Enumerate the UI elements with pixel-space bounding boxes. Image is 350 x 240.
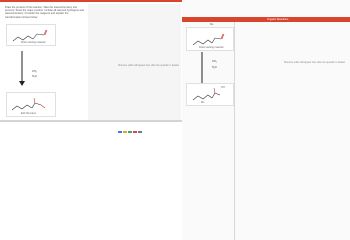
right-product-label: Me — [201, 101, 205, 104]
product-label: Edit Structure — [21, 112, 37, 115]
question-text: Draw the product of the reaction. Take the stereochemistry into account. Show the major product. Include all relevant hydrogens and stereochemistry. Consider the reagents and explain the transformation shown below. — [5, 6, 84, 19]
taskbar — [0, 120, 182, 122]
taskbar-icon[interactable] — [133, 131, 137, 133]
reagent-2: H₂O — [32, 75, 37, 78]
answer-placeholder: Structure editor will appear here after the question is loaded — [118, 65, 179, 67]
starting-material-label: Draw starting material — [21, 41, 46, 44]
right-starting-material-label: Draw starting material — [199, 46, 224, 49]
right-window — [182, 0, 350, 240]
starting-material-box[interactable] — [6, 24, 56, 46]
right-title: Organic Reactions — [267, 18, 289, 21]
answer-panel[interactable] — [88, 4, 181, 120]
reaction-arrow — [19, 51, 25, 86]
right-reagent-2: H₂O — [212, 66, 217, 69]
product-box[interactable] — [6, 92, 56, 117]
right-topbar — [182, 17, 350, 22]
right-product-box[interactable] — [186, 83, 234, 106]
right-starting-material-box[interactable] — [186, 27, 234, 51]
right-product-structure — [187, 84, 233, 105]
left-topbar — [0, 0, 182, 2]
right-reagent-1: CH₃ — [212, 60, 217, 63]
right-panel-divider — [234, 22, 235, 240]
question-panel — [2, 4, 89, 120]
right-top-label: Me — [210, 23, 214, 26]
right-oh-label: OH — [221, 86, 225, 89]
taskbar-icon[interactable] — [128, 131, 132, 133]
reagent-1: CH₃ — [32, 70, 37, 73]
taskbar-icon[interactable] — [118, 131, 122, 133]
taskbar-icons — [118, 120, 143, 122]
right-answer-placeholder: Structure editor will appear here after the question is loaded — [284, 62, 345, 64]
taskbar-icon[interactable] — [138, 131, 142, 133]
taskbar-icon[interactable] — [123, 131, 127, 133]
